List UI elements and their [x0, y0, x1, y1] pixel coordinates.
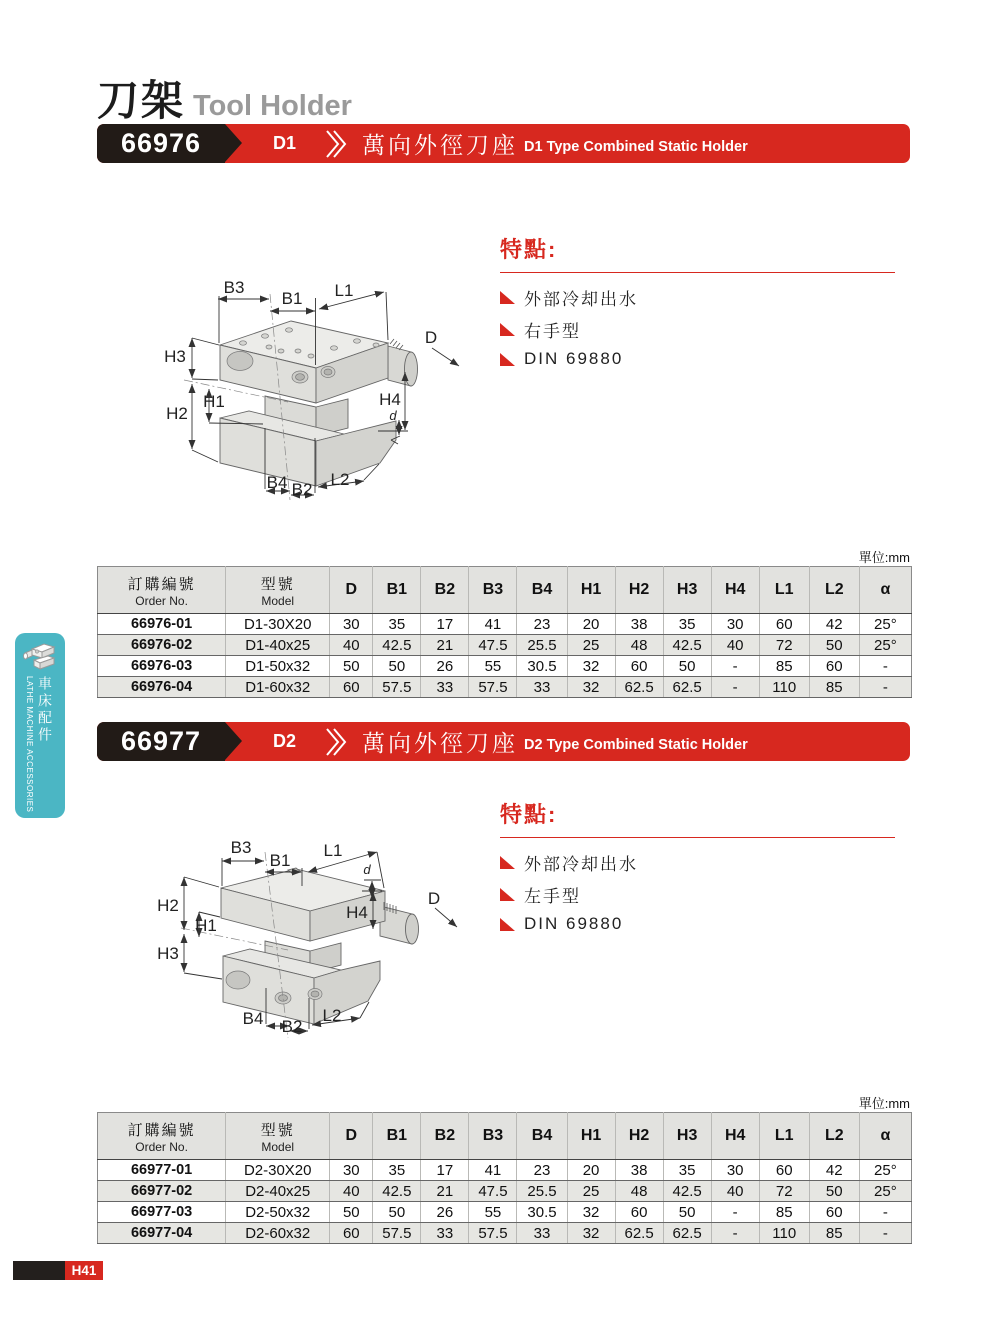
dim-label-b1: B1 [281, 289, 303, 308]
cell-value: 40 [711, 1181, 759, 1202]
cell-value: 17 [421, 1160, 469, 1181]
cell-value: 40 [330, 635, 373, 656]
cell-value: 60 [809, 1202, 859, 1223]
spec-table-66976 [97, 566, 912, 698]
dim-label-b2: B2 [291, 480, 313, 499]
cell-value: 60 [615, 656, 663, 677]
cell-value: 23 [517, 1160, 567, 1181]
column-header-b3: B3 [469, 567, 517, 614]
cell-value: 42.5 [373, 635, 421, 656]
cell-value: 25.5 [517, 635, 567, 656]
cell-value: 110 [759, 1223, 809, 1244]
table-header-row [98, 567, 912, 614]
cell-model: D2-30X20 [226, 1160, 330, 1181]
page-footer [13, 1261, 103, 1280]
cell-value: 60 [615, 1202, 663, 1223]
column-header-h2: H2 [615, 1113, 663, 1160]
cell-model: D1-30X20 [226, 614, 330, 635]
technical-drawing-d1 [148, 268, 488, 518]
cell-value: 35 [663, 614, 711, 635]
cell-value: 42.5 [373, 1181, 421, 1202]
cell-value: 26 [421, 1202, 469, 1223]
banner-title-en: D1 Type Combined Static Holder [524, 138, 748, 155]
cell-value: 42 [809, 614, 859, 635]
feature-item [500, 850, 895, 875]
column-header-α: α [859, 567, 911, 614]
cell-value: 57.5 [469, 677, 517, 698]
column-header-order-no: 訂購編號 Order No. [98, 567, 226, 614]
cell-value: 38 [615, 1160, 663, 1181]
cell-order-no: 66977-04 [98, 1223, 226, 1244]
cell-value: 85 [809, 1223, 859, 1244]
cell-value: 60 [330, 677, 373, 698]
dim-label-h3: H3 [157, 944, 179, 963]
cell-value: 32 [567, 656, 615, 677]
column-header-h4: H4 [711, 567, 759, 614]
cell-value: 42.5 [663, 635, 711, 656]
banner-title-zh: 萬向外徑刀座 [362, 730, 519, 756]
banner-title-en: D2 Type Combined Static Holder [524, 736, 748, 753]
banner-title-zh: 萬向外徑刀座 [362, 132, 519, 158]
order-number: 66977 [120, 726, 202, 756]
dim-label-h1: H1 [195, 916, 217, 935]
section-banner-66977 [97, 722, 910, 761]
bullet-triangle-icon [500, 856, 515, 869]
page-title-zh: 刀架 [97, 77, 186, 124]
cell-value: 48 [615, 1181, 663, 1202]
column-header-order-no: 訂購編號 Order No. [98, 1113, 226, 1160]
cell-value: 25 [567, 635, 615, 656]
chevron-separator-icon [324, 129, 348, 159]
column-header-h3: H3 [663, 1113, 711, 1160]
column-header-b3: B3 [469, 1113, 517, 1160]
features-section-d2 [500, 798, 895, 941]
cell-value: 50 [373, 1202, 421, 1223]
cell-value: 35 [373, 614, 421, 635]
cell-value: 20 [567, 614, 615, 635]
bullet-triangle-icon [500, 888, 515, 901]
cell-value: 30.5 [517, 656, 567, 677]
cell-value: 60 [759, 614, 809, 635]
cell-value: 85 [759, 1202, 809, 1223]
dim-label-h1: H1 [203, 392, 225, 411]
cell-value: 50 [663, 656, 711, 677]
cell-value: 33 [421, 1223, 469, 1244]
spec-table-66977 [97, 1112, 912, 1244]
sidebar-tab-lathe-accessories[interactable] [15, 633, 65, 818]
column-header-b2: B2 [421, 1113, 469, 1160]
feature-text: 左手型 [524, 887, 581, 906]
cell-model: D1-50x32 [226, 656, 330, 677]
cell-value: 30 [711, 1160, 759, 1181]
column-header-h2: H2 [615, 567, 663, 614]
cell-value: 32 [567, 677, 615, 698]
cell-value: 25° [859, 1160, 911, 1181]
cell-model: D2-60x32 [226, 1223, 330, 1244]
cell-value: 41 [469, 1160, 517, 1181]
features-list [500, 850, 895, 934]
cell-value: 85 [759, 656, 809, 677]
cell-value: 32 [567, 1223, 615, 1244]
features-list [500, 285, 895, 369]
cell-model: D1-60x32 [226, 677, 330, 698]
order-number-badge [97, 722, 225, 761]
bullet-triangle-icon [500, 918, 515, 931]
cell-value: 57.5 [373, 677, 421, 698]
cell-value: 35 [373, 1160, 421, 1181]
cell-value: 33 [517, 677, 567, 698]
cell-value: 21 [421, 635, 469, 656]
cell-value: 25° [859, 635, 911, 656]
cell-model: D1-40x25 [226, 635, 330, 656]
cell-value: 26 [421, 656, 469, 677]
sidebar-tab-label-zh: 車床配件 [37, 676, 53, 744]
dim-label-h2: H2 [157, 896, 179, 915]
cell-order-no: 66976-02 [98, 635, 226, 656]
cell-value: 17 [421, 614, 469, 635]
cell-value: 42 [809, 1160, 859, 1181]
unit-label: 單位:mm [858, 1096, 910, 1111]
feature-item [500, 285, 895, 310]
cell-value: 48 [615, 635, 663, 656]
dim-label-b3: B3 [230, 838, 252, 857]
dim-label-b1: B1 [269, 851, 291, 870]
cell-value: 30 [330, 614, 373, 635]
cell-value: - [711, 1223, 759, 1244]
table-row [98, 1223, 912, 1244]
column-header-b1: B1 [373, 1113, 421, 1160]
cell-value: 30 [330, 1160, 373, 1181]
cell-value: 21 [421, 1181, 469, 1202]
features-section-d1 [500, 233, 895, 376]
cell-value: 57.5 [469, 1223, 517, 1244]
unit-label: 單位:mm [858, 550, 910, 565]
table-row [98, 635, 912, 656]
cell-value: 72 [759, 635, 809, 656]
cell-value: 50 [330, 656, 373, 677]
chevron-separator-icon [324, 727, 348, 757]
cell-value: - [859, 1223, 911, 1244]
cell-value: 33 [421, 677, 469, 698]
table-row [98, 1181, 912, 1202]
cell-value: 32 [567, 1202, 615, 1223]
dim-label-h4: H4 [379, 390, 401, 409]
column-header-b4: B4 [517, 567, 567, 614]
dim-label-b3: B3 [223, 278, 245, 297]
dim-label-l2: L2 [330, 470, 350, 489]
cell-value: 60 [759, 1160, 809, 1181]
cell-value: 42.5 [663, 1181, 711, 1202]
table-row [98, 656, 912, 677]
tool-holder-icon [20, 640, 60, 674]
page-title-en: Tool Holder [193, 90, 352, 122]
features-heading: 特點: [500, 798, 895, 838]
feature-text: DIN 69880 [524, 349, 624, 368]
cell-value: - [859, 656, 911, 677]
cell-value: 47.5 [469, 635, 517, 656]
cell-model: D2-50x32 [226, 1202, 330, 1223]
section-banner-66976 [97, 124, 910, 163]
cell-value: 38 [615, 614, 663, 635]
column-header-l2: L2 [809, 1113, 859, 1160]
dim-label-b4: B4 [242, 1009, 264, 1028]
dim-label-h3: H3 [164, 347, 186, 366]
cell-order-no: 66976-03 [98, 656, 226, 677]
cell-value: - [859, 677, 911, 698]
feature-item [500, 317, 895, 342]
column-header-h3: H3 [663, 567, 711, 614]
page-number: H41 [65, 1261, 103, 1280]
cell-value: 50 [809, 1181, 859, 1202]
cell-value: 50 [330, 1202, 373, 1223]
cell-value: 55 [469, 656, 517, 677]
order-number: 66976 [120, 128, 202, 158]
column-header-b2: B2 [421, 567, 469, 614]
column-header-b1: B1 [373, 567, 421, 614]
cell-value: 25.5 [517, 1181, 567, 1202]
cell-value: 50 [809, 635, 859, 656]
cell-value: 60 [330, 1223, 373, 1244]
cell-value: 41 [469, 614, 517, 635]
type-code: D1 [273, 133, 297, 153]
column-header-b4: B4 [517, 1113, 567, 1160]
column-header-model: 型號 Model [226, 567, 330, 614]
column-header-l1: L1 [759, 567, 809, 614]
sidebar-tab-label-en: LATHE MACHINE ACCESSORIES [25, 676, 34, 813]
cell-value: 30.5 [517, 1202, 567, 1223]
table-row [98, 677, 912, 698]
order-number-badge [97, 124, 225, 163]
cell-value: - [711, 656, 759, 677]
column-header-h4: H4 [711, 1113, 759, 1160]
column-header-model: 型號 Model [226, 1113, 330, 1160]
table-row [98, 1202, 912, 1223]
feature-text: 外部冷却出水 [524, 290, 638, 309]
table-row [98, 1160, 912, 1181]
dim-label-l1: L1 [334, 281, 354, 300]
cell-value: 20 [567, 1160, 615, 1181]
column-header-d: D [330, 1113, 373, 1160]
feature-item [500, 349, 895, 369]
cell-value: 25° [859, 1181, 911, 1202]
column-header-α: α [859, 1113, 911, 1160]
cell-value: 62.5 [615, 1223, 663, 1244]
bullet-triangle-icon [500, 353, 515, 366]
cell-value: 33 [517, 1223, 567, 1244]
cell-order-no: 66977-02 [98, 1181, 226, 1202]
dim-label-h2: H2 [166, 404, 188, 423]
cell-value: 25 [567, 1181, 615, 1202]
type-code: D2 [273, 731, 297, 751]
table-row [98, 614, 912, 635]
column-header-l1: L1 [759, 1113, 809, 1160]
cell-order-no: 66977-03 [98, 1202, 226, 1223]
cell-value: 50 [663, 1202, 711, 1223]
cell-model: D2-40x25 [226, 1181, 330, 1202]
feature-text: 外部冷却出水 [524, 855, 638, 874]
cell-value: 35 [663, 1160, 711, 1181]
cell-order-no: 66976-04 [98, 677, 226, 698]
bullet-triangle-icon [500, 323, 515, 336]
cell-value: 110 [759, 677, 809, 698]
cell-value: - [859, 1202, 911, 1223]
dim-label-l1: L1 [323, 841, 343, 860]
column-header-h1: H1 [567, 1113, 615, 1160]
cell-value: 85 [809, 677, 859, 698]
cell-value: 30 [711, 614, 759, 635]
cell-value: 57.5 [373, 1223, 421, 1244]
feature-item [500, 882, 895, 907]
cell-value: 62.5 [615, 677, 663, 698]
table-header-row [98, 1113, 912, 1160]
dim-label-b2: B2 [281, 1017, 303, 1036]
feature-text: DIN 69880 [524, 914, 624, 933]
column-header-l2: L2 [809, 567, 859, 614]
footer-black-bar [13, 1261, 65, 1280]
feature-text: 右手型 [524, 322, 581, 341]
feature-item [500, 914, 895, 934]
technical-drawing-d2 [148, 828, 488, 1078]
cell-value: 62.5 [663, 1223, 711, 1244]
d2-isometric-drawing [148, 828, 488, 1078]
cell-value: - [711, 1202, 759, 1223]
cell-value: 47.5 [469, 1181, 517, 1202]
sidebar-tab-labels [25, 676, 55, 812]
cell-value: 40 [330, 1181, 373, 1202]
cell-value: 62.5 [663, 677, 711, 698]
column-header-h1: H1 [567, 567, 615, 614]
dim-label-d: D [424, 328, 438, 347]
cell-value: - [711, 677, 759, 698]
dim-label-d: D [427, 889, 441, 908]
page-title [97, 68, 352, 128]
features-heading: 特點: [500, 233, 895, 273]
cell-order-no: 66976-01 [98, 614, 226, 635]
dim-label-d-small: d [389, 408, 397, 423]
cell-value: 55 [469, 1202, 517, 1223]
dim-label-h4: H4 [346, 903, 368, 922]
cell-value: 60 [809, 656, 859, 677]
dim-label-d-small: d [363, 862, 371, 877]
cell-value: 50 [373, 656, 421, 677]
column-header-d: D [330, 567, 373, 614]
d1-isometric-drawing [148, 268, 488, 518]
dim-label-l2: L2 [322, 1006, 342, 1025]
bullet-triangle-icon [500, 291, 515, 304]
cell-value: 25° [859, 614, 911, 635]
cell-value: 23 [517, 614, 567, 635]
cell-order-no: 66977-01 [98, 1160, 226, 1181]
dim-label-b4: B4 [266, 473, 288, 492]
cell-value: 72 [759, 1181, 809, 1202]
cell-value: 40 [711, 635, 759, 656]
